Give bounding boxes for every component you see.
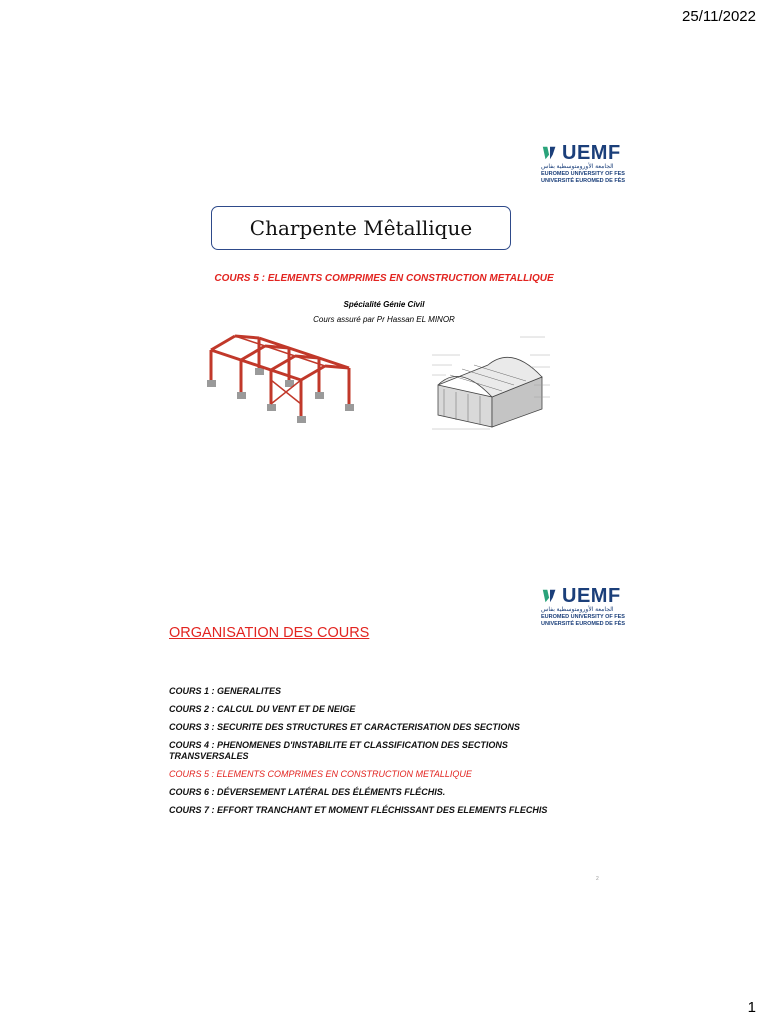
steel-frame-image (195, 328, 365, 443)
uemf-mark-icon (541, 144, 559, 162)
course-item-active: COURS 5 : ELEMENTS COMPRIMES EN CONSTRUCTION METALLIQUE (169, 769, 472, 779)
logo-line-en: EUROMED UNIVERSITY OF FES (541, 171, 625, 177)
course-item: COURS 4 : PHENOMENES D'INSTABILITE ET CLASSIFICATION DES SECTIONS TRANSVERSALES (169, 740, 508, 761)
date: 25/11/2022 (682, 8, 756, 25)
slide-title: Charpente Mêtallique (211, 206, 511, 250)
logo-wordmark: UEMF (562, 142, 621, 164)
course-item: COURS 3 : SECURITE DES STRUCTURES ET CARACTERISATION DES SECTIONS (169, 722, 520, 732)
course-subtitle: COURS 5 : ELEMENTS COMPRIMES EN CONSTRUCTION METALLIQUE (214, 273, 554, 284)
course-item: COURS 6 : DÉVERSEMENT LATÉRAL DES ÉLÉMENTS FLÉCHIS. (169, 787, 446, 797)
uemf-mark-icon (541, 587, 559, 605)
teacher: Cours assuré par Pr Hassan EL MINOR (313, 315, 455, 324)
logo-arabic: الجامعة الأورومتوسطية بفاس (541, 607, 614, 613)
logo-line-fr: UNIVERSITÉ EUROMED DE FÈS (541, 177, 626, 184)
course-item: COURS 2 : CALCUL DU VENT ET DE NEIGE (169, 704, 356, 714)
page-number: 1 (747, 999, 756, 1016)
uemf-logo (541, 143, 633, 187)
logo-line-fr: UNIVERSITÉ EUROMED DE FÈS (541, 620, 626, 627)
uemf-logo (541, 586, 633, 630)
course-item: COURS 7 : EFFORT TRANCHANT ET MOMENT FLÉCHISSANT DES ELEMENTS FLECHIS (169, 805, 548, 815)
logo-line-en: EUROMED UNIVERSITY OF FES (541, 614, 625, 620)
course-item: COURS 1 : GENERALITES (169, 686, 282, 696)
industrial-hall-image (430, 325, 552, 437)
logo-arabic: الجامعة الأورومتوسطية بفاس (541, 164, 614, 170)
specialty: Spécialité Génie Civil (343, 300, 425, 309)
organisation-heading: ORGANISATION DES COURS (169, 625, 370, 641)
logo-wordmark: UEMF (562, 585, 621, 607)
slide-number: 2 (596, 876, 599, 882)
course-list (169, 686, 569, 823)
